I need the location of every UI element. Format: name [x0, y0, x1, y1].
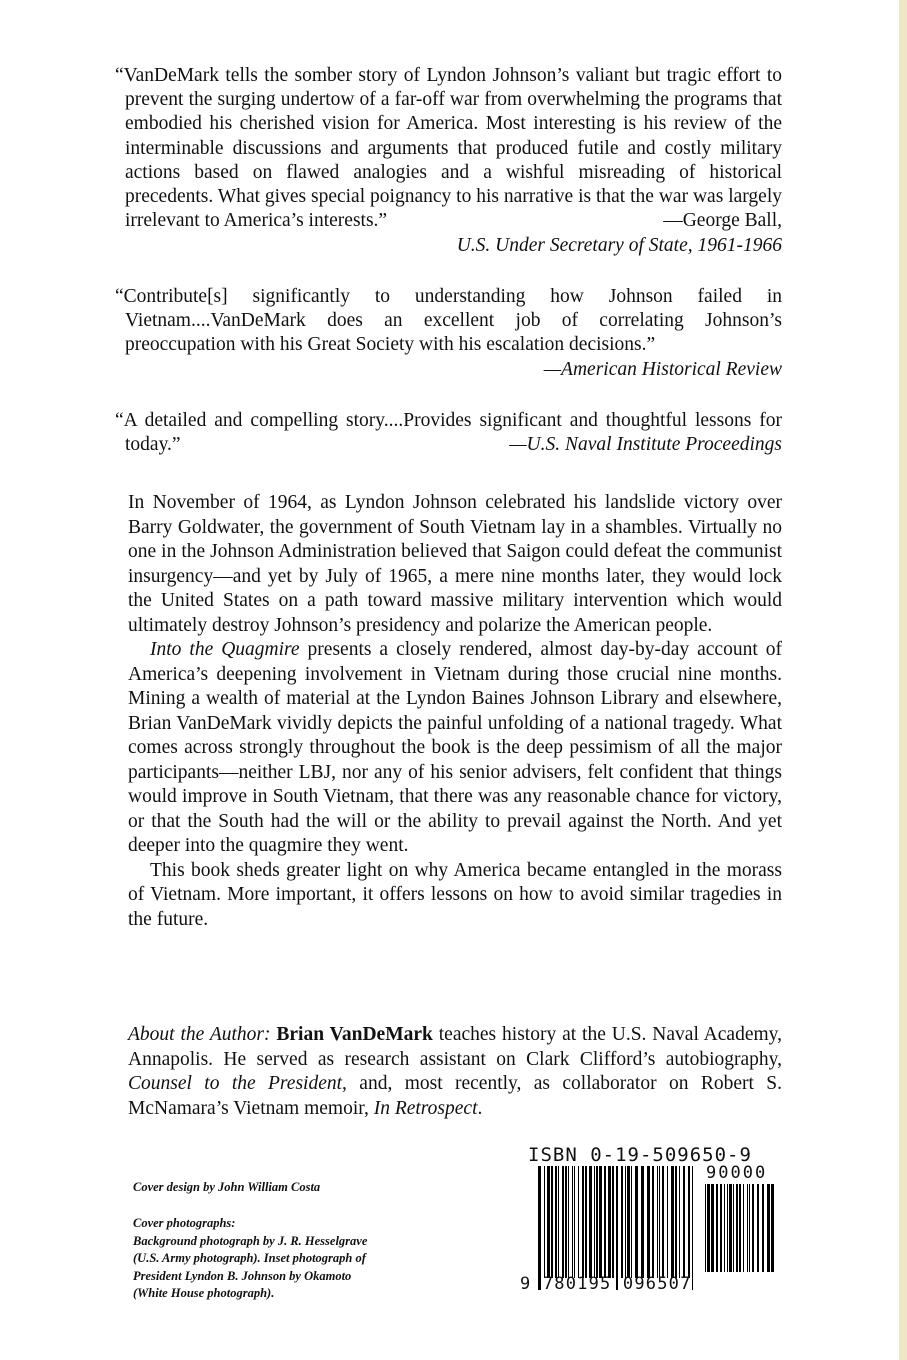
description-paragraph: This book sheds greater light on why America became entangled in the morass of Vietnam. More important, it offers lessons on how to avoid similar tragedies in the future.	[128, 859, 782, 930]
description-paragraph: In November of 1964, as Lyndon Johnson celebrated his landslide victory over Barry Goldwater, the government of South Vietnam lay in a shambles. Virtually no one in the Johnson Administration believed that Saigon could defeat the communist insurgency—and yet by July of 1965, a mere nine months later, they would lock the United States on a path toward massive military intervention which would ultimately destroy Johnson’s presidency and polarize the American people.	[128, 492, 782, 636]
barcode-bar	[679, 1166, 680, 1278]
review-quote-ball	[115, 64, 782, 258]
quote-source: —American Historical Review	[543, 358, 782, 380]
barcode-bar	[767, 1184, 770, 1272]
barcode-bar	[683, 1166, 685, 1278]
barcode-bar	[641, 1166, 644, 1278]
barcode-bar	[599, 1166, 602, 1278]
barcode-bar	[565, 1166, 567, 1278]
barcode-bar	[707, 1184, 710, 1272]
barcode-bar	[608, 1166, 611, 1278]
barcode-bar	[662, 1166, 664, 1278]
barcode-bar	[747, 1184, 748, 1272]
barcode-bar	[692, 1166, 693, 1290]
barcode-bar	[585, 1166, 587, 1278]
barcode-bar	[635, 1166, 638, 1278]
barcode-bar	[711, 1184, 714, 1272]
photo-credit-line: President Lyndon B. Johnson by Okamoto	[133, 1268, 352, 1283]
barcode-bar	[739, 1184, 741, 1272]
review-quote-usni	[115, 409, 782, 457]
barcode-bar	[612, 1166, 614, 1278]
barcode-bar	[771, 1184, 774, 1272]
barcode-bar	[625, 1166, 626, 1278]
barcode-bar	[727, 1184, 728, 1272]
barcode-bar	[736, 1184, 738, 1272]
author-text: , and, most recently, as collaborator on Robert S. McNamara’s Vietnam memoir,	[128, 1073, 782, 1119]
quote-affiliation: U.S. Under Secretary of State, 1961-1966	[456, 234, 782, 256]
quote-author: —George Ball,	[663, 210, 782, 232]
barcode-bar	[647, 1166, 650, 1278]
barcode-bar	[743, 1184, 744, 1272]
barcode-bar	[688, 1166, 690, 1278]
review-quote-ahr	[115, 285, 782, 382]
quote-text	[115, 409, 782, 457]
addon-barcode	[705, 1184, 777, 1284]
barcode-bar	[720, 1184, 722, 1272]
photo-credit-heading: Cover photographs:	[133, 1216, 236, 1230]
barcode-bar	[762, 1184, 764, 1272]
barcode-bar	[716, 1184, 718, 1272]
cover-design-credit: Cover design by John William Costa	[133, 1180, 321, 1194]
barcode-bar	[572, 1166, 573, 1278]
barcode-bar	[596, 1166, 598, 1278]
photo-credit-line: (U.S. Army photograph). Inset photograph of	[133, 1251, 366, 1265]
barcode-addon-digits: 90000	[706, 1163, 768, 1183]
barcode-bar	[558, 1166, 559, 1278]
photo-credit-line: Background photograph by J. R. Hesselgrave	[133, 1233, 368, 1248]
barcode-bar	[551, 1166, 553, 1278]
barcode-bar	[749, 1184, 750, 1272]
barcode-bar	[562, 1166, 564, 1278]
barcode-bar	[604, 1166, 606, 1278]
barcode-bar	[757, 1184, 759, 1272]
barcode-bar	[627, 1166, 630, 1278]
barcode-bar	[594, 1166, 595, 1278]
ean-digits: 9 780195 096507	[520, 1274, 692, 1294]
quote-source: —U.S. Naval Institute Proceedings	[509, 434, 782, 456]
barcode-bar	[568, 1166, 569, 1278]
about-the-author	[128, 1023, 782, 1121]
barcode-bar	[667, 1166, 668, 1278]
cover-photo-credits	[133, 1215, 433, 1303]
quote-text-content: “A detailed and compelling story....Provides significant and thoughtful lessons for today.”	[115, 410, 782, 456]
page-edge-strip	[899, 0, 907, 1360]
barcode-bar	[724, 1184, 725, 1272]
book-description	[128, 491, 782, 932]
barcode-bar	[631, 1166, 632, 1278]
barcode-bar	[671, 1166, 674, 1278]
barcode-bar	[616, 1166, 618, 1290]
barcode-bar	[675, 1166, 677, 1278]
quote-text: “Contribute[s] significantly to understanding how Johnson failed in Vietnam....VanDeMark does an excellent job of correlating Johnson’s preoccupation with his Great Society with his escalation decisions.”	[115, 286, 782, 356]
barcode-bar	[705, 1184, 706, 1272]
author-book-title: Counsel to the President	[128, 1073, 343, 1094]
about-author-label: About the Author:	[128, 1024, 271, 1045]
description-text: presents a closely rendered, almost day-by-day account of America’s deepening involvement in Vietnam during those crucial nine months. Mining a wealth of material at the Lyndon Baines Johnson Library and elsewhere, Brian VanDeMark vividly depicts the painful unfolding of a national tragedy. What comes across strongly throughout the book is the deep pessimism of all the major participants—neither LBJ, nor any of his senior advisers, felt confident that things would improve in South Vietnam, that there was any reasonable chance for victory, or that the South had the will or the ability to prevail against the North. And yet deeper into the quagmire they went.	[128, 639, 782, 856]
barcode-bar	[547, 1166, 550, 1278]
author-text: .	[477, 1097, 483, 1119]
barcode-bar	[733, 1184, 734, 1272]
barcode-bar	[578, 1166, 579, 1278]
photo-credit-line: (White House photograph).	[133, 1286, 275, 1300]
author-name: Brian VanDeMark	[276, 1024, 433, 1045]
barcode-bar	[544, 1166, 545, 1278]
barcode-bar	[657, 1166, 658, 1278]
description-paragraph	[128, 638, 782, 859]
barcode-bar	[589, 1166, 592, 1278]
barcode-bar	[538, 1166, 541, 1290]
barcode-bar	[729, 1184, 732, 1272]
barcode-bar	[652, 1166, 654, 1278]
barcode-bar	[582, 1166, 584, 1278]
book-title: Into the Quagmire	[150, 639, 300, 660]
barcode-bar	[621, 1166, 623, 1278]
quote-text: “VanDeMark tells the somber story of Lyndon Johnson’s valiant but tragic effort to prevent the surging undertow of a far-off war from overwhelming the programs that embodied his cherished vision for America. Most interesting is his review of the interminable discussions and arguments that produced futile and costly military actions based on flawed analogies and a wishful misreading of historical precedents. What gives special poignancy to his narrative is that the war was largely irrelevant to America’s interests.”	[115, 65, 782, 232]
isbn-barcode	[538, 1166, 698, 1290]
author-text: teaches history at the U.S. Naval Academy, Annapolis. He served as research assistant on Clark Clifford’s autobiography,	[128, 1024, 782, 1070]
barcode-bar	[659, 1166, 660, 1278]
barcode-bar	[555, 1166, 557, 1278]
author-book-title: In Retrospect	[373, 1097, 478, 1119]
barcode-bar	[574, 1166, 575, 1278]
isbn-number: ISBN 0-19-509650-9	[528, 1144, 752, 1166]
barcode-bar	[752, 1184, 754, 1272]
author-paragraph	[128, 1023, 782, 1121]
